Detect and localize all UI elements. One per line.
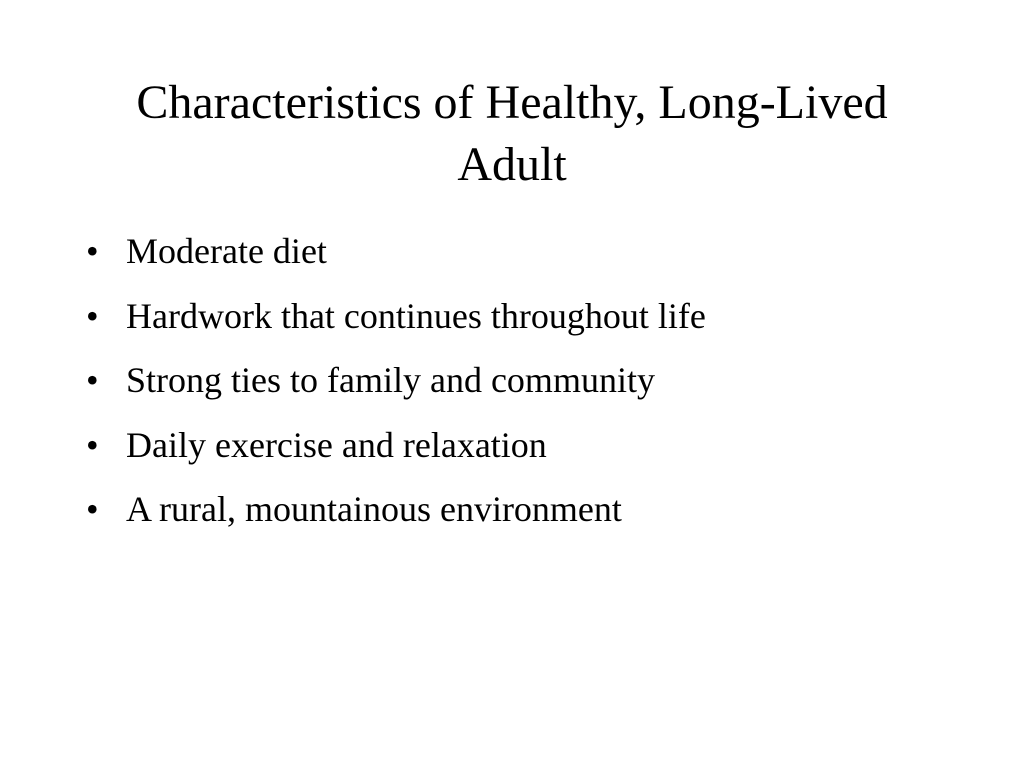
bullet-marker: • [86,231,99,271]
bullet-item [86,424,946,467]
bullet-marker: • [86,295,99,336]
bullet-text: A rural, mountainous environment [126,489,622,529]
bullet-item [86,295,946,338]
bullet-item [86,230,946,273]
bullet-text: Moderate diet [126,231,327,271]
bullet-text: Hardwork that continues throughout life [126,295,706,336]
bullet-list [86,230,946,553]
bullet-marker: • [86,360,99,400]
bullet-item [86,359,946,402]
bullet-text: Strong ties to family and community [126,360,655,400]
bullet-text: Daily exercise and relaxation [126,424,547,465]
slide-title: Characteristics of Healthy, Long-Lived Adult [136,76,888,191]
bullet-marker: • [86,424,99,465]
bullet-marker: • [86,489,99,529]
bullet-item [86,488,946,531]
